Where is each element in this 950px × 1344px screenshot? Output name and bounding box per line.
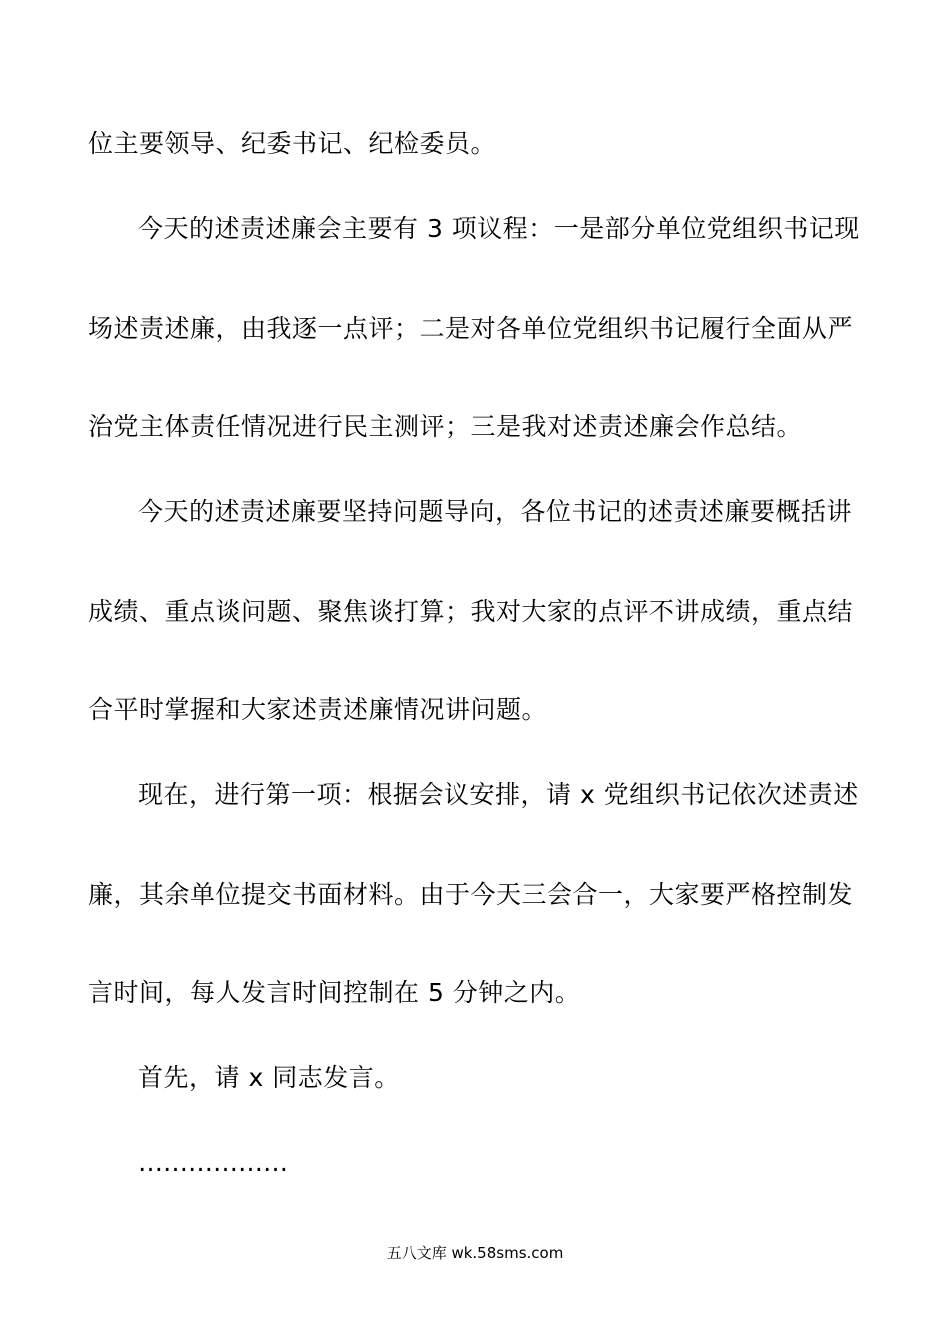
paragraph-line: 今天的述责述廉会主要有 3 项议程：一是部分单位党组织书记现 bbox=[138, 214, 860, 243]
paragraph-line: 成绩、重点谈问题、聚焦谈打算；我对大家的点评不讲成绩，重点结 bbox=[88, 597, 854, 626]
footer-watermark: 五八文库 wk.58sms.com bbox=[386, 1244, 564, 1262]
paragraph-line: 今天的述责述廉要坚持问题导向，各位书记的述责述廉要概括讲 bbox=[138, 497, 853, 526]
paragraph-line: 言时间，每人发言时间控制在 5 分钟之内。 bbox=[88, 978, 581, 1007]
paragraph-line: 位主要领导、纪委书记、纪检委员。 bbox=[88, 129, 497, 158]
ellipsis-line: ……………… bbox=[138, 1148, 288, 1177]
paragraph-line: 廉，其余单位提交书面材料。由于今天三会合一，大家要严格控制发 bbox=[88, 880, 854, 909]
paragraph-line: 合平时掌握和大家述责述廉情况讲问题。 bbox=[88, 695, 548, 724]
paragraph-line: 首先，请 x 同志发言。 bbox=[138, 1063, 400, 1092]
paragraph-line: 场述责述廉，由我逐一点评；二是对各单位党组织书记履行全面从严 bbox=[88, 314, 854, 343]
paragraph-line: 治党主体责任情况进行民主测评；三是我对述责述廉会作总结。 bbox=[88, 412, 803, 441]
paragraph-line: 现在，进行第一项：根据会议安排，请 x 党组织书记依次述责述 bbox=[138, 780, 859, 809]
